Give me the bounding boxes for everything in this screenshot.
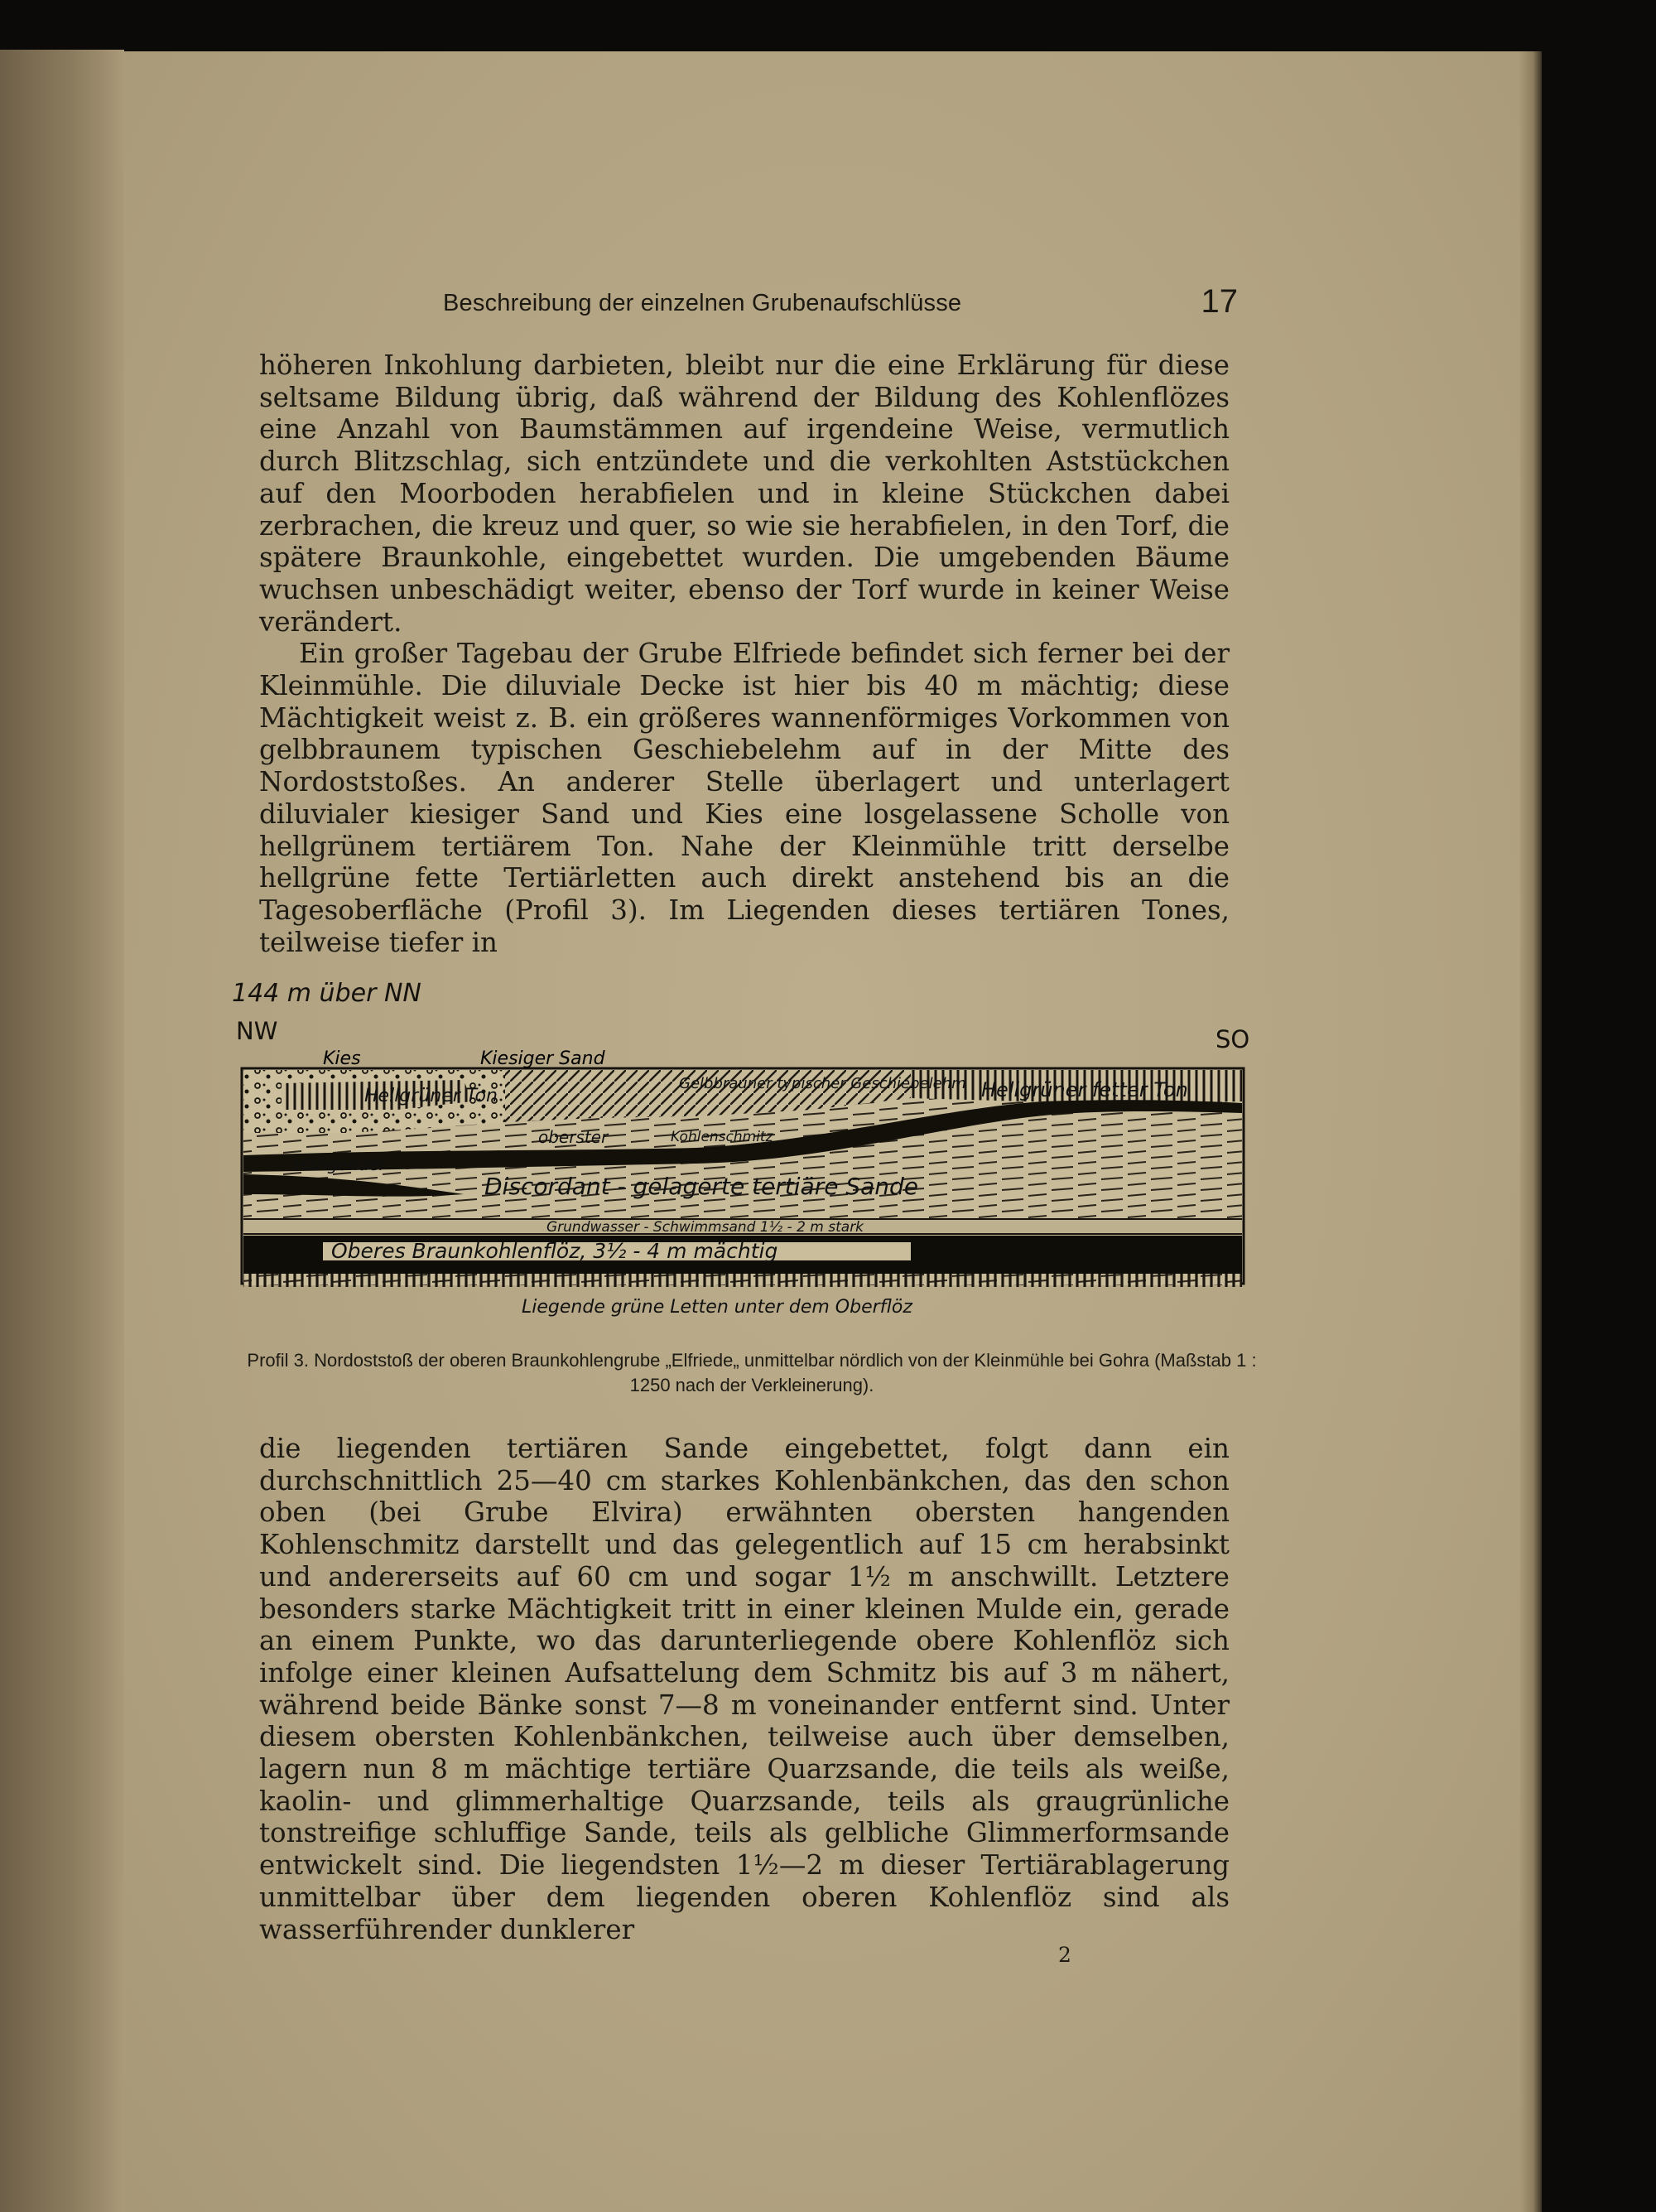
running-head <box>443 283 1238 323</box>
height-label: 144 m über NN <box>232 979 421 1008</box>
page-edge <box>1520 51 1542 2212</box>
profile-diagram <box>232 977 1267 1342</box>
running-head-title: Beschreibung der einzelnen Grubenaufschlüsse <box>443 290 962 316</box>
label-hellgruener-ton: Hellgrüner Ton <box>364 1086 498 1106</box>
label-geschiebelehm: Gelbbrauner typischer Geschiebelehm <box>679 1075 966 1092</box>
underlying-clay <box>243 1274 1242 1287</box>
label-kohlenschmitz: Kohlenschmitz <box>671 1129 773 1145</box>
label-liegende-letten: Liegende grüne Letten unter dem Oberflöz <box>522 1297 912 1318</box>
body-text-bottom <box>259 1433 1230 1945</box>
book-spine <box>0 50 124 2212</box>
label-hangender: Hangender <box>294 1154 386 1174</box>
label-grundwasser: Grundwasser - Schwimmsand 1½ - 2 m stark <box>546 1219 864 1236</box>
figure-caption: Profil 3. Nordoststoß der oberen Braunkohlengrube „Elfriede„ unmittelbar nördlich von der Kleinmühle bei Gohra (Maßstab 1 : 1250 nach der Verkleinerung). <box>247 1350 1257 1395</box>
paragraph: die liegenden tertiären Sande eingebettet, folgt dann ein durchschnittlich 25—40 cm starkes Kohlenbänkchen, das den schon oben (bei Grube Elvira) erwähnten obersten hangenden Kohlenschmitz darstellt und das gelegentlich auf 15 cm herabsinkt und andererseits auf 60 cm und sogar 1½ m anschwillt. Letztere besonders starke Mächtigkeit tritt in einer kleinen Mulde ein, gerade an einem Punkte, wo das darunterliegende obere Kohlenflöz sich infolge einer kleinen Aufsattelung dem Schmitz bis auf 3 m nähert, während beide Bänke sonst 7—8 m voneinander entfernt sind. Unter diesem obersten Kohlenbänkchen, teilweise auch über demselben, lagern nun 8 m mächtige tertiäre Quarzsande, die teils als weiße, kaolin- und glimmerhaltige Quarzsande, teils als graugrünliche tonstreifige schluffige Sande, teils als gelbliche Glimmerformsande entwickelt sind. Die liegendsten 1½—2 m dieser Tertiärablagerung unmittelbar über dem liegenden oberen Kohlenflöz sind als wasserführender dunklerer <box>259 1433 1230 1945</box>
signature-mark: 2 <box>1058 1943 1071 1967</box>
page-number: 17 <box>1201 283 1238 320</box>
label-discordant-sande: Discordant - gelagerte tertiäre Sande <box>484 1173 919 1200</box>
label-oberster: oberster <box>538 1127 609 1147</box>
label-kies: Kies <box>323 1048 361 1069</box>
direction-so: SO <box>1216 1025 1250 1053</box>
label-oberes-floez: Oberes Braunkohlenflöz, 3½ - 4 m mächtig <box>331 1239 778 1263</box>
geological-profile-figure <box>232 977 1267 1342</box>
label-kiesiger-sand: Kiesiger Sand <box>480 1048 605 1069</box>
label-hellgruener-fetter-ton: Hellgrüner fetter Ton <box>981 1078 1188 1101</box>
body-text-top <box>259 349 1230 958</box>
paragraph: höheren Inkohlung darbieten, bleibt nur die eine Erklärung für diese seltsame Bildung übrig, daß während der Bildung des Kohlenflözes eine Anzahl von Baumstämmen auf irgendeine Weise, vermutlich durch Blitzschlag, sich entzündete und die verkohlten Aststückchen auf den Moorboden herabfielen und in kleine Stückchen dabei zerbrachen, die kreuz und quer, so wie sie herabfielen, in den Torf, die spätere Braunkohle, eingebettet wurden. Die umgebenden Bäume wuchsen unbeschädigt weiter, ebenso der Torf wurde in keiner Weise verändert. <box>259 349 1230 638</box>
paragraph: Ein großer Tagebau der Grube Elfriede befindet sich ferner bei der Kleinmühle. Die diluviale Decke ist hier bis 40 m mächtig; diese Mächtigkeit weist z. B. ein größeres wannenförmiges Vorkommen von gelbbraunem typischen Geschiebelehm auf in der Mitte des Nordoststoßes. An anderer Stelle überlagert und unterlagert diluvialer kiesiger Sand und Kies eine losgelassene Scholle von hellgrünem tertiärem Ton. Nahe der Kleinmühle tritt derselbe hellgrüne fette Tertiärletten auch direkt anstehend bis an die Tagesoberfläche (Profil 3). Im Liegenden dieses tertiären Tones, teilweise tiefer in <box>259 638 1230 958</box>
direction-nw: NW <box>236 1017 278 1045</box>
